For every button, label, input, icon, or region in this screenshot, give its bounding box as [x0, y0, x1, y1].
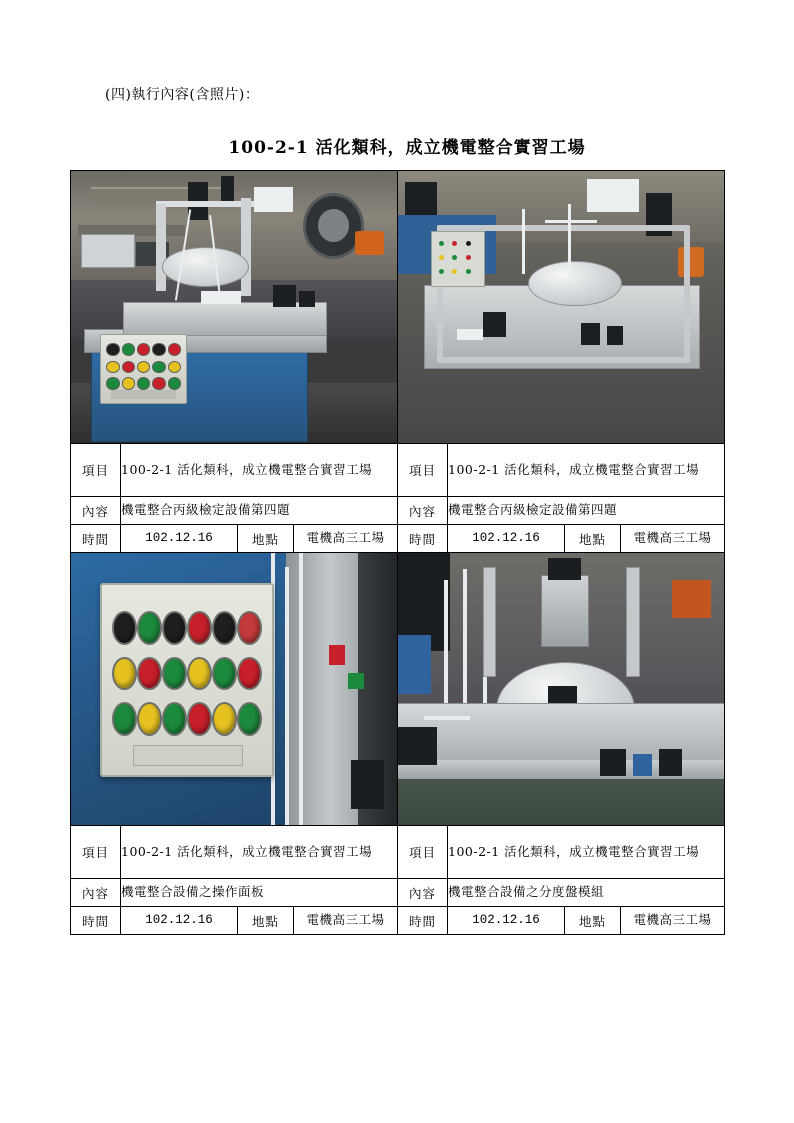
table-row — [71, 444, 725, 497]
value-item-3: 100-2-1 活化類科，成立機電整合實習工場 — [121, 826, 398, 879]
page-title: 100-2-1 活化類科，成立機電整合實習工場 — [228, 138, 586, 158]
value-place-3: 電機高三工場 — [306, 912, 385, 928]
value-time-1: 102.12.16 — [145, 531, 213, 546]
value-place-1: 電機高三工場 — [306, 530, 385, 546]
label-time: 時間 — [398, 907, 448, 935]
value-time-2: 102.12.16 — [472, 531, 540, 546]
value-content-3: 機電整合設備之操作面板 — [121, 879, 398, 907]
photo-machine-workshop-overview — [71, 171, 397, 443]
label-place: 地點 — [564, 525, 620, 552]
value-content-4: 機電整合設備之分度盤模組 — [448, 879, 725, 907]
label-item: 項目 — [398, 826, 448, 879]
table-row — [71, 525, 725, 553]
label-content: 內容 — [71, 497, 121, 525]
photo-cell-3 — [71, 553, 398, 826]
label-content: 內容 — [71, 879, 121, 907]
value-content-1: 機電整合丙級檢定設備第四題 — [121, 497, 398, 525]
label-time: 時間 — [398, 525, 448, 553]
value-place-4: 電機高三工場 — [633, 912, 712, 928]
value-item-2: 100-2-1 活化類科，成立機電整合實習工場 — [448, 444, 725, 497]
table-row — [71, 907, 725, 935]
value-item-4: 100-2-1 活化類科，成立機電整合實習工場 — [448, 826, 725, 879]
table-row — [71, 553, 725, 826]
label-content: 內容 — [398, 879, 448, 907]
value-place-2: 電機高三工場 — [633, 530, 712, 546]
label-place: 地點 — [564, 907, 620, 934]
label-content: 內容 — [398, 497, 448, 525]
photo-machine-angled-view — [398, 171, 724, 443]
photo-cell-1 — [71, 171, 398, 444]
value-item-1: 100-2-1 活化類科，成立機電整合實習工場 — [121, 444, 398, 497]
table-row — [71, 171, 725, 444]
section-heading: (四)執行內容(含照片)： — [105, 87, 260, 103]
photo-control-panel-closeup — [71, 553, 397, 825]
panel-face — [100, 334, 187, 404]
photo-index-plate-module — [398, 553, 724, 825]
value-content-2: 機電整合丙級檢定設備第四題 — [448, 497, 725, 525]
photo-cell-2 — [398, 171, 725, 444]
label-item: 項目 — [398, 444, 448, 497]
label-time: 時間 — [71, 525, 121, 553]
table-row — [71, 497, 725, 525]
label-item: 項目 — [71, 826, 121, 879]
photo-cell-4 — [398, 553, 725, 826]
value-time-3: 102.12.16 — [145, 913, 213, 928]
panel-face — [100, 583, 274, 777]
label-time: 時間 — [71, 907, 121, 935]
label-item: 項目 — [71, 444, 121, 497]
photo-report-table — [70, 170, 725, 935]
table-row — [71, 826, 725, 879]
label-place: 地點 — [237, 907, 293, 934]
table-row — [71, 879, 725, 907]
value-time-4: 102.12.16 — [472, 913, 540, 928]
label-place: 地點 — [237, 525, 293, 552]
